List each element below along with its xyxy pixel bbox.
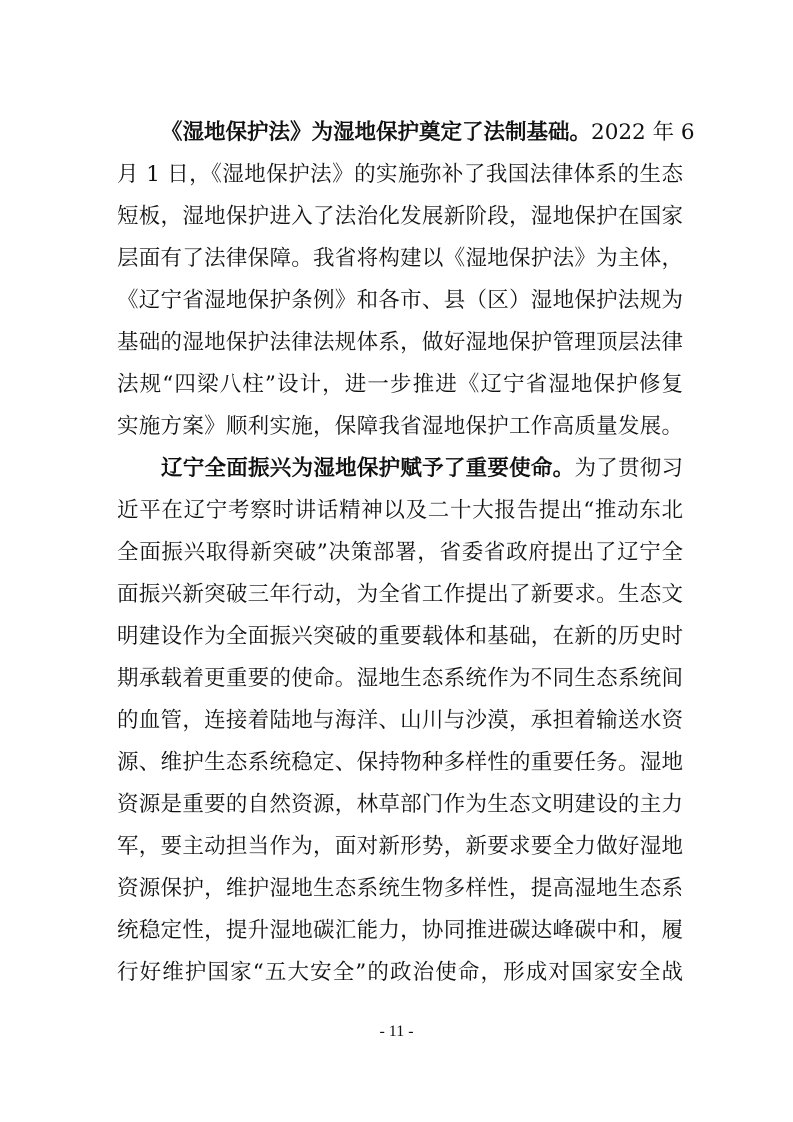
paragraph-1-line-7: 法规“四梁八柱”设计，进一步推进《辽宁省湿地保护修复 (117, 372, 683, 397)
paragraph-1-line-8: 实施方案》顺利实施，保障我省湿地保护工作高质量发展。 (117, 414, 683, 439)
page-number: - 11 - (379, 1023, 414, 1040)
paragraph-2-line-11: 资源保护，维护湿地生态系统生物多样性，提高湿地生态系 (117, 876, 683, 901)
paragraph-1-line-3: 短板，湿地保护进入了法治化发展新阶段，湿地保护在国家 (117, 204, 683, 229)
paragraph-1-line-5: 《辽宁省湿地保护条例》和各市、县（区）湿地保护法规为 (117, 288, 683, 313)
paragraph-1-line-1 (161, 113, 695, 153)
paragraph-2-heading: 辽宁全面振兴为湿地保护赋予了重要使命。 (161, 456, 575, 481)
paragraph-1-line-1-text: 2022 年 6 (591, 120, 695, 145)
paragraph-1-heading: 《湿地保护法》为湿地保护奠定了法制基础。 (161, 120, 592, 145)
paragraph-2-line-12: 统稳定性，提升湿地碳汇能力，协同推进碳达峰碳中和，履 (117, 918, 683, 943)
paragraph-2-line-8: 源、维护生态系统稳定、保持物种多样性的重要任务。湿地 (117, 750, 683, 775)
paragraph-2-line-5: 明建设作为全面振兴突破的重要载体和基础，在新的历史时 (117, 624, 683, 649)
paragraph-2-line-1 (161, 449, 683, 489)
paragraph-2-line-2: 近平在辽宁考察时讲话精神以及二十大报告提出“推动东北 (117, 498, 683, 523)
paragraph-2-line-4: 面振兴新突破三年行动，为全省工作提出了新要求。生态文 (117, 582, 683, 607)
paragraph-1-line-2: 月 1 日，《湿地保护法》的实施弥补了我国法律体系的生态 (117, 162, 683, 187)
paragraph-2-line-13: 行好维护国家“五大安全”的政治使命，形成对国家安全战 (117, 960, 683, 985)
paragraph-2-line-9: 资源是重要的自然资源，林草部门作为生态文明建设的主力 (117, 792, 683, 817)
paragraph-2-line-1-text: 为了贯彻习 (574, 456, 683, 481)
paragraph-1-line-6: 基础的湿地保护法律法规体系，做好湿地保护管理顶层法律 (117, 330, 683, 355)
paragraph-2-line-7: 的血管，连接着陆地与海洋、山川与沙漠，承担着输送水资 (117, 708, 683, 733)
paragraph-2-line-6: 期承载着更重要的使命。湿地生态系统作为不同生态系统间 (117, 666, 683, 691)
paragraph-2-line-3: 全面振兴取得新突破”决策部署，省委省政府提出了辽宁全 (117, 540, 683, 565)
paragraph-1-line-4: 层面有了法律保障。我省将构建以《湿地保护法》为主体， (117, 246, 683, 271)
paragraph-2-line-10: 军，要主动担当作为，面对新形势，新要求要全力做好湿地 (117, 834, 683, 859)
